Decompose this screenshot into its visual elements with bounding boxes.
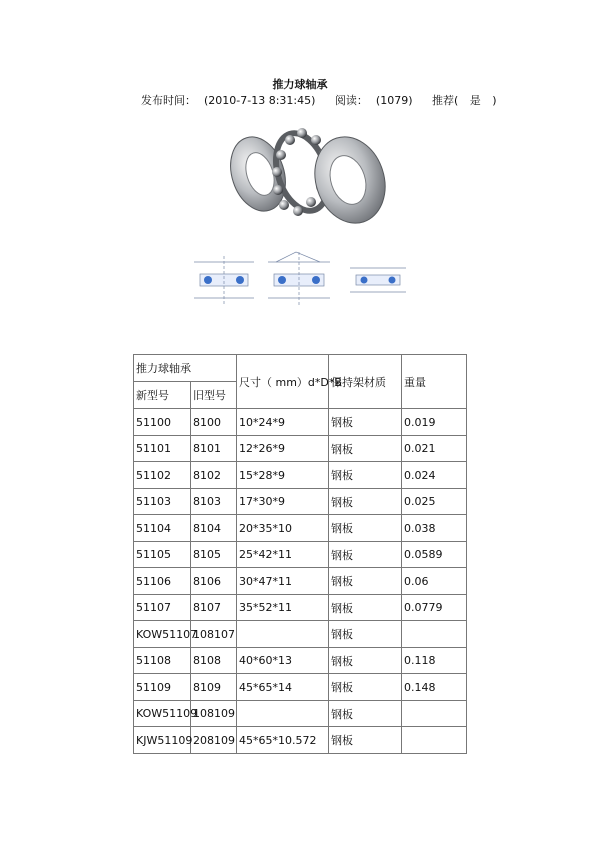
bearing-section-diagrams — [186, 248, 410, 310]
cell-cage: 钢板 — [329, 727, 402, 754]
cell-size: 45*65*10.572 — [237, 727, 329, 754]
read-label: 阅读： — [334, 94, 368, 107]
cell-size: 10*24*9 — [237, 409, 329, 436]
cell-cage: 钢板 — [329, 409, 402, 436]
cell-size: 30*47*11 — [237, 568, 329, 595]
recommend-label: 推荐( — [432, 94, 459, 107]
cell-cage: 钢板 — [329, 701, 402, 727]
article-meta — [141, 92, 497, 108]
cell-old-model: 8100 — [191, 409, 237, 436]
cell-weight: 0.024 — [402, 462, 467, 489]
table-row — [134, 621, 467, 648]
page-title: 推力球轴承 — [272, 78, 328, 91]
cell-weight: 0.06 — [402, 568, 467, 595]
cell-cage: 钢板 — [329, 568, 402, 595]
cell-new-model: 51105 — [134, 542, 191, 568]
table-row — [134, 701, 467, 727]
cell-weight: 0.148 — [402, 674, 467, 701]
cell-size: 35*52*11 — [237, 595, 329, 621]
table-row — [134, 595, 467, 621]
header-old-model: 旧型号 — [191, 382, 237, 409]
cell-size: 15*28*9 — [237, 462, 329, 489]
cell-size: 25*42*11 — [237, 542, 329, 568]
cell-cage: 钢板 — [329, 515, 402, 542]
table-row — [134, 489, 467, 515]
cell-cage: 钢板 — [329, 674, 402, 701]
table-row — [134, 568, 467, 595]
read-count — [335, 94, 421, 107]
cell-old-model: 108107 — [191, 621, 237, 648]
publish-value: (2010-7-13 8:31:45) — [204, 94, 316, 107]
cell-size: 20*35*10 — [237, 515, 329, 542]
table-row — [134, 674, 467, 701]
cell-old-model: 8108 — [191, 648, 237, 674]
read-value: (1079) — [375, 94, 413, 107]
table-row — [134, 409, 467, 436]
cell-new-model: 51101 — [134, 436, 191, 462]
bearing-photo — [204, 108, 400, 244]
cell-weight: 0.0779 — [402, 595, 467, 621]
cell-new-model: 51104 — [134, 515, 191, 542]
table-row — [134, 462, 467, 489]
cell-weight — [402, 727, 467, 754]
header-cage: 保持架材质 — [329, 355, 402, 409]
cell-cage: 钢板 — [329, 489, 402, 515]
cell-size — [237, 701, 329, 727]
cell-new-model: 51107 — [134, 595, 191, 621]
cell-weight: 0.038 — [402, 515, 467, 542]
cell-new-model: 51106 — [134, 568, 191, 595]
recommend — [432, 94, 505, 107]
cell-cage: 钢板 — [329, 542, 402, 568]
cell-weight — [402, 621, 467, 648]
table-row — [134, 727, 467, 754]
cell-size: 40*60*13 — [237, 648, 329, 674]
table-row — [134, 515, 467, 542]
header-group: 推力球轴承 — [134, 355, 237, 382]
cell-size: 45*65*14 — [237, 674, 329, 701]
cell-cage: 钢板 — [329, 621, 402, 648]
cell-old-model: 8103 — [191, 489, 237, 515]
cell-new-model: 51109 — [134, 674, 191, 701]
bearing-spec-table — [133, 354, 467, 754]
cell-old-model: 108109 — [191, 701, 237, 727]
cell-weight: 0.0589 — [402, 542, 467, 568]
cell-cage: 钢板 — [329, 462, 402, 489]
cell-weight: 0.019 — [402, 409, 467, 436]
cell-weight: 0.021 — [402, 436, 467, 462]
cell-old-model: 8106 — [191, 568, 237, 595]
cell-new-model: KOW51109 — [134, 701, 191, 727]
publish-time — [141, 94, 323, 107]
cell-new-model: 51108 — [134, 648, 191, 674]
cell-weight — [402, 701, 467, 727]
recommend-close: ) — [492, 94, 497, 107]
cell-new-model: 51102 — [134, 462, 191, 489]
cell-old-model: 8109 — [191, 674, 237, 701]
cell-new-model: KOW51107 — [134, 621, 191, 648]
table-header-row-1 — [134, 355, 467, 382]
table-row — [134, 436, 467, 462]
cell-size: 17*30*9 — [237, 489, 329, 515]
cell-size: 12*26*9 — [237, 436, 329, 462]
cell-cage: 钢板 — [329, 595, 402, 621]
table-row — [134, 648, 467, 674]
publish-label: 发布时间： — [141, 94, 196, 107]
table-row — [134, 542, 467, 568]
cell-old-model: 8102 — [191, 462, 237, 489]
cell-weight: 0.118 — [402, 648, 467, 674]
cell-old-model: 8105 — [191, 542, 237, 568]
cell-weight: 0.025 — [402, 489, 467, 515]
header-size: 尺寸（ mm）d*D*B — [237, 355, 329, 409]
cell-new-model: KJW51109 — [134, 727, 191, 754]
cell-new-model: 51103 — [134, 489, 191, 515]
recommend-value: 是 — [469, 94, 481, 107]
cell-old-model: 208109 — [191, 727, 237, 754]
cell-new-model: 51100 — [134, 409, 191, 436]
cell-size — [237, 621, 329, 648]
cell-old-model: 8101 — [191, 436, 237, 462]
header-weight: 重量 — [402, 355, 467, 409]
cell-old-model: 8104 — [191, 515, 237, 542]
cell-cage: 钢板 — [329, 436, 402, 462]
cell-old-model: 8107 — [191, 595, 237, 621]
header-new-model: 新型号 — [134, 382, 191, 409]
cell-cage: 钢板 — [329, 648, 402, 674]
